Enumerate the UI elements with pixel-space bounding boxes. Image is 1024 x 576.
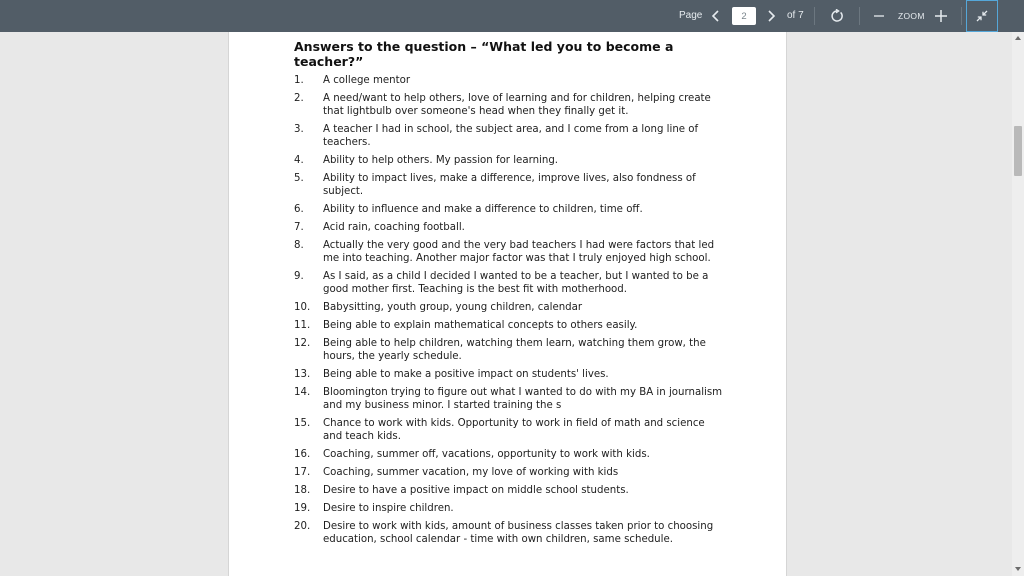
list-item [294,520,734,546]
page-total: of 7 [787,10,804,21]
answer-text: Ability to impact lives, make a difference, improve lives, also fondness of subject. [323,173,696,197]
list-item [294,466,734,479]
list-item [294,270,734,296]
answer-number: 2. [294,93,304,104]
triangle-up-icon [1015,36,1021,40]
list-item [294,154,734,167]
answer-number: 17. [294,467,311,478]
answer-number: 11. [294,320,311,331]
answer-text: Desire to work with kids, amount of business classes taken prior to choosing education, school calendar - time with own children, same schedule. [323,521,714,545]
answer-text: Being able to explain mathematical concepts to others easily. [323,320,638,331]
answer-number: 18. [294,485,311,496]
scrollbar-thumb[interactable] [1014,126,1022,176]
list-item [294,301,734,314]
exit-fullscreen-icon [976,10,988,22]
list-item [294,319,734,332]
exit-fullscreen-button[interactable] [966,0,998,32]
list-item [294,417,734,443]
rotate-button[interactable] [827,6,847,26]
answer-text: Ability to help others. My passion for learning. [323,155,559,166]
zoom-out-button[interactable] [869,6,889,26]
answer-text: Being able to make a positive impact on students' lives. [323,369,609,380]
list-item [294,502,734,515]
answer-number: 13. [294,369,311,380]
answer-text: A college mentor [323,75,411,86]
toolbar-divider [814,7,815,25]
answer-list [294,74,734,551]
list-item [294,368,734,381]
answer-text: Coaching, summer off, vacations, opportunity to work with kids. [323,449,650,460]
page-number-input[interactable] [732,7,756,25]
document-viewer [0,32,1024,576]
answer-text: Acid rain, coaching football. [323,222,465,233]
scroll-down-arrow[interactable] [1014,565,1022,573]
scroll-up-arrow[interactable] [1014,34,1022,42]
answer-text: Bloomington trying to figure out what I wanted to do with my BA in journalism and my business minor. I started training the s [323,387,723,411]
chevron-left-icon [711,10,721,22]
answer-number: 8. [294,240,304,251]
answer-text: Coaching, summer vacation, my love of working with kids [323,467,619,478]
answer-number: 9. [294,271,304,282]
answer-number: 5. [294,173,304,184]
list-item [294,172,734,198]
answer-number: 20. [294,521,311,532]
answer-number: 10. [294,302,311,313]
pdf-toolbar [0,0,1024,32]
answer-text: Chance to work with kids. Opportunity to work in field of math and science and teach kids. [323,418,705,442]
answer-number: 1. [294,75,304,86]
answer-number: 15. [294,418,311,429]
answer-number: 14. [294,387,311,398]
list-item [294,337,734,363]
answer-text: Ability to influence and make a difference to children, time off. [323,204,643,215]
list-item [294,123,734,149]
previous-page-button[interactable] [706,6,726,26]
answer-text: As I said, as a child I decided I wanted to be a teacher, but I wanted to be a good mother first. Teaching is the best fit with motherhood. [323,271,709,295]
list-item [294,239,734,265]
list-item [294,203,734,216]
answer-number: 16. [294,449,311,460]
answer-number: 4. [294,155,304,166]
triangle-down-icon [1015,567,1021,571]
list-item [294,448,734,461]
answer-number: 19. [294,503,311,514]
answer-text: Desire to inspire children. [323,503,454,514]
answer-number: 3. [294,124,304,135]
answer-text: Babysitting, youth group, young children, calendar [323,302,583,313]
list-item [294,386,734,412]
next-page-button[interactable] [761,6,781,26]
list-item [294,221,734,234]
answer-text: Being able to help children, watching them learn, watching them grow, the hours, the yearly schedule. [323,338,706,362]
answer-text: A need/want to help others, love of learning and for children, helping create that lightbulb over someone's head when they finally get it. [323,93,711,117]
zoom-in-button[interactable] [931,6,951,26]
chevron-right-icon [766,10,776,22]
answer-number: 12. [294,338,311,349]
pdf-page [228,32,787,576]
minus-icon [874,11,884,21]
zoom-label: ZOOM [898,11,925,21]
plus-icon [935,10,947,22]
page-label: Page [679,10,703,21]
answer-text: A teacher I had in school, the subject area, and I come from a long line of teachers. [323,124,699,148]
toolbar-divider [961,7,962,25]
list-item [294,484,734,497]
list-item [294,74,734,87]
answer-number: 6. [294,204,304,215]
document-title: Answers to the question – “What led you to become a teacher?” [294,39,674,69]
toolbar-divider [859,7,860,25]
answer-number: 7. [294,222,304,233]
list-item [294,92,734,118]
answer-text: Desire to have a positive impact on middle school students. [323,485,629,496]
rotate-icon [830,9,844,23]
vertical-scrollbar[interactable] [1012,32,1024,576]
answer-text: Actually the very good and the very bad teachers I had were factors that led me into teaching. Another major factor was that I truly enjoyed high school. [323,240,715,264]
